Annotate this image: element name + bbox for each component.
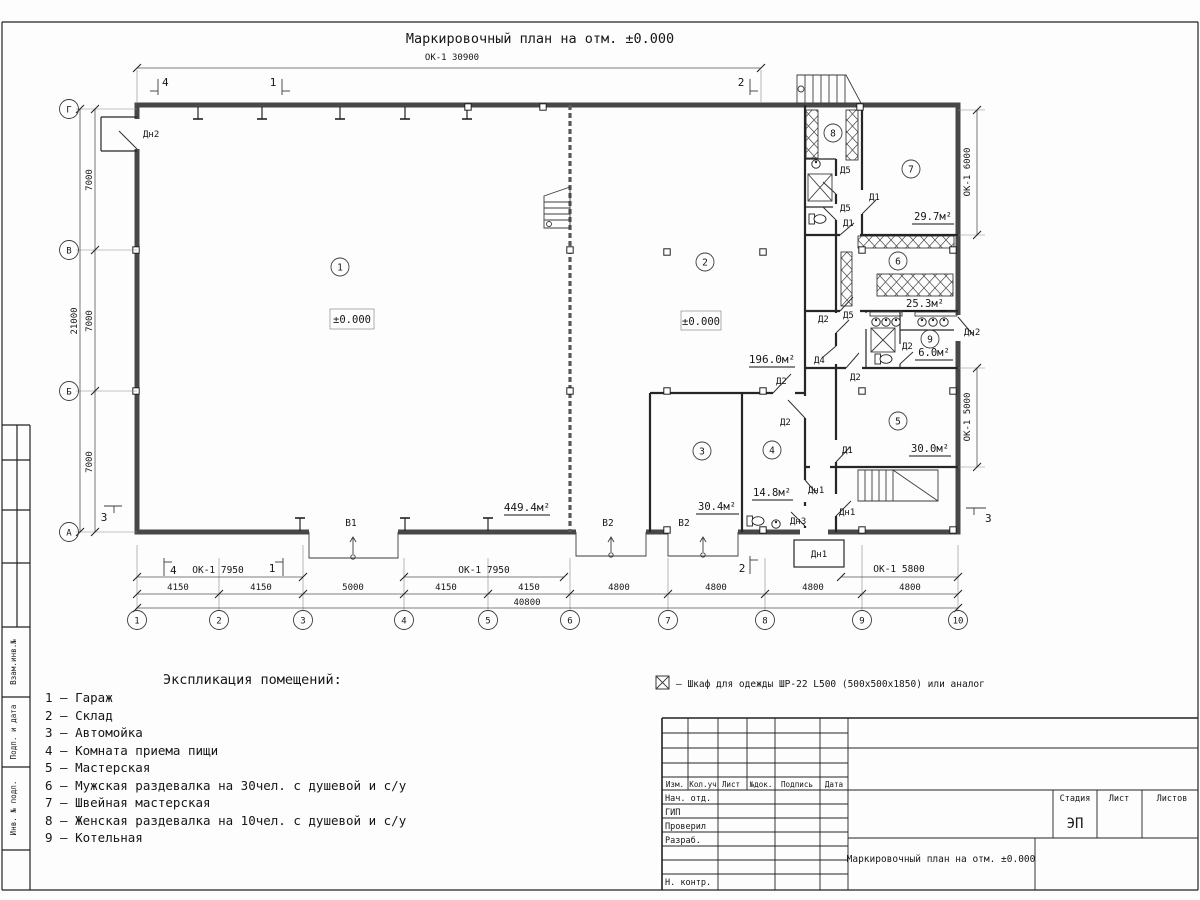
stamp-side-label: Взам.инв.№ <box>9 639 18 685</box>
span-dim: 4150 <box>167 583 189 593</box>
span-dim: 4800 <box>802 583 824 593</box>
span-dim: 4800 <box>608 583 630 593</box>
legend <box>45 672 407 845</box>
span-dim: 4150 <box>435 583 457 593</box>
window-dim: ОК-1 5000 <box>963 392 973 442</box>
left-dimensions <box>60 100 138 542</box>
axis-label: 9 <box>859 616 865 627</box>
legend-item: 8 – Женская раздевалка на 10чел. с душевой и с/у <box>45 813 407 828</box>
door-label: Дн1 <box>810 550 828 560</box>
titleblock-row: Н. контр. <box>665 878 712 888</box>
level-mark: ±0.000 <box>333 314 371 326</box>
column-marks <box>133 104 956 533</box>
door-label: Д5 <box>840 204 851 214</box>
room-area: 30.4м² <box>698 501 736 513</box>
titleblock-doc-title: Маркировочный план на отм. ±0.000 <box>846 854 1036 865</box>
titleblock-col: Дата <box>824 780 844 789</box>
toilet-icon <box>809 214 826 224</box>
bottom-dimensions <box>133 545 962 612</box>
titleblock-col: №док. <box>749 780 773 789</box>
room-number: 1 <box>337 262 343 274</box>
axis-label: А <box>66 528 72 539</box>
gate-labels <box>345 518 689 529</box>
gate-label: В2 <box>602 518 614 529</box>
span-dim: 7000 <box>85 310 95 332</box>
section-mark: 4 <box>162 76 169 89</box>
grid-axes-bottom <box>128 611 968 630</box>
stage-col: Стадия <box>1059 794 1091 804</box>
section-mark: 2 <box>737 76 745 89</box>
section-markers-top <box>150 76 758 95</box>
span-dim: 4150 <box>518 583 540 593</box>
door-label: Дн3 <box>790 517 807 527</box>
section-mark: 2 <box>738 562 746 575</box>
legend-item: 5 – Мастерская <box>45 760 151 775</box>
room-number: 6 <box>895 256 901 268</box>
stage-col: Лист <box>1108 794 1130 804</box>
plan-title: Маркировочный план на отм. ±0.000 <box>405 31 675 47</box>
interior-walls <box>570 105 958 532</box>
room-area: 449.4м² <box>503 501 551 514</box>
span-dim: 5000 <box>342 583 364 593</box>
span-dim: 4150 <box>250 583 272 593</box>
door-label: Д4 <box>814 356 825 366</box>
note-text: – Шкаф для одежды ШР-22 L500 (500x500x1850) или аналог <box>676 679 985 690</box>
room-number: 4 <box>769 445 775 457</box>
total-dim: 21000 <box>70 307 80 335</box>
wall-openings <box>133 119 962 536</box>
span-dim: 4800 <box>705 583 727 593</box>
door-labels <box>143 130 980 560</box>
titleblock-row: ГИП <box>665 808 681 818</box>
titleblock-col: Кол.уч <box>689 780 717 789</box>
axis-label: 5 <box>485 616 491 627</box>
room-number: 8 <box>830 128 836 140</box>
level-mark: ±0.000 <box>682 316 720 328</box>
axis-label: 6 <box>567 616 573 627</box>
title-block <box>662 718 1198 890</box>
stamp-side-label: Подп. и дата <box>9 704 18 760</box>
axis-label: 4 <box>401 616 407 627</box>
gate-label: В1 <box>345 518 357 529</box>
room-area: 6.0м² <box>918 347 950 359</box>
right-dimensions <box>958 106 985 471</box>
sheet-frame <box>2 22 1198 890</box>
window-dim: ОК-1 7950 <box>192 565 244 576</box>
axis-label: В <box>66 246 72 257</box>
legend-item: 2 – Склад <box>45 708 113 723</box>
washbasin-icon <box>812 160 820 168</box>
entrance-vestibules <box>101 117 844 567</box>
axis-label: 1 <box>134 616 140 627</box>
room-area: 30.0м² <box>911 443 949 455</box>
door-label: Д2 <box>850 373 861 383</box>
axis-label: 3 <box>300 616 306 627</box>
legend-item: 4 – Комната приема пищи <box>45 743 219 758</box>
door-label: Д1 <box>843 219 854 229</box>
basement-stairs <box>858 470 938 501</box>
legend-item: 3 – Автомойка <box>45 725 143 740</box>
door-label: Д1 <box>842 446 853 456</box>
window-dim: ОК-1 7950 <box>458 565 510 576</box>
axis-label: 2 <box>216 616 222 627</box>
axis-label: Б <box>66 387 72 398</box>
section-mark: 3 <box>985 512 992 525</box>
room-number: 7 <box>908 164 914 176</box>
room-area: 25.3м² <box>906 298 944 310</box>
section-mark: 1 <box>268 562 276 575</box>
room-area: 29.7м² <box>914 211 952 223</box>
legend-item: 7 – Швейная мастерская <box>45 795 211 810</box>
axis-label: 10 <box>952 616 964 627</box>
axis-label: 8 <box>762 616 768 627</box>
door-label: Дн2 <box>143 130 160 140</box>
door-label: Д5 <box>840 166 851 176</box>
top-window-dim: ОК-1 30900 <box>424 53 480 63</box>
axis-label: Г <box>66 105 72 116</box>
legend-item: 1 – Гараж <box>45 690 113 705</box>
door-label: Дн1 <box>808 486 825 496</box>
span-dim: 7000 <box>85 451 95 473</box>
titleblock-row: Проверил <box>665 822 706 832</box>
stage-value: ЭП <box>1066 816 1084 832</box>
titleblock-row: Нач. отд. <box>665 794 712 804</box>
door-label: Дн1 <box>839 508 856 518</box>
exterior-stair <box>797 75 861 103</box>
span-dim: 7000 <box>85 169 95 191</box>
gates <box>309 532 738 559</box>
washbasin-icon <box>772 520 780 528</box>
section-mark: 3 <box>100 511 108 524</box>
wardrobe-note <box>656 676 985 690</box>
total-dim: 40800 <box>513 598 541 608</box>
legend-item: 6 – Мужская раздевалка на 30чел. с душевой и с/у <box>45 778 407 793</box>
room-area: 14.8м² <box>753 487 791 499</box>
toilet-icon <box>747 516 764 526</box>
door-label: Д2 <box>780 418 791 428</box>
door-label: Дн2 <box>964 328 981 338</box>
window-dim: ОК-1 6000 <box>963 147 973 197</box>
room-number: 9 <box>927 334 933 346</box>
door-label: Д2 <box>902 342 913 352</box>
stamp-side-label: Инв. № подл. <box>9 780 18 836</box>
room-number: 2 <box>702 257 708 269</box>
room-number: 5 <box>895 416 901 428</box>
room-area: 196.0м² <box>748 353 796 366</box>
stage-col: Листов <box>1156 794 1188 804</box>
level-marks <box>330 309 721 330</box>
titleblock-col: Изм. <box>665 780 685 789</box>
wardrobe-blocks <box>806 110 954 306</box>
titleblock-col: Лист <box>721 780 741 789</box>
interior-stair <box>544 187 570 228</box>
room-number: 3 <box>699 446 705 458</box>
top-dimension-line <box>133 64 765 102</box>
gate-label: В2 <box>678 518 690 529</box>
titleblock-col: Подпись <box>780 780 814 789</box>
door-label: Д2 <box>776 377 787 387</box>
door-label: Д1 <box>869 193 880 203</box>
window-dim: ОК-1 5800 <box>873 564 925 575</box>
span-dim: 4800 <box>899 583 921 593</box>
section-mark: 1 <box>269 76 277 89</box>
toilet-icon <box>875 354 892 364</box>
titleblock-row: Разраб. <box>665 836 701 846</box>
door-label: Д2 <box>818 315 829 325</box>
axis-label: 7 <box>665 616 671 627</box>
section-mark: 4 <box>170 564 177 577</box>
door-label: Д5 <box>843 311 854 321</box>
legend-item: 9 – Котельная <box>45 830 143 845</box>
legend-heading: Экспликация помещений: <box>163 672 342 688</box>
